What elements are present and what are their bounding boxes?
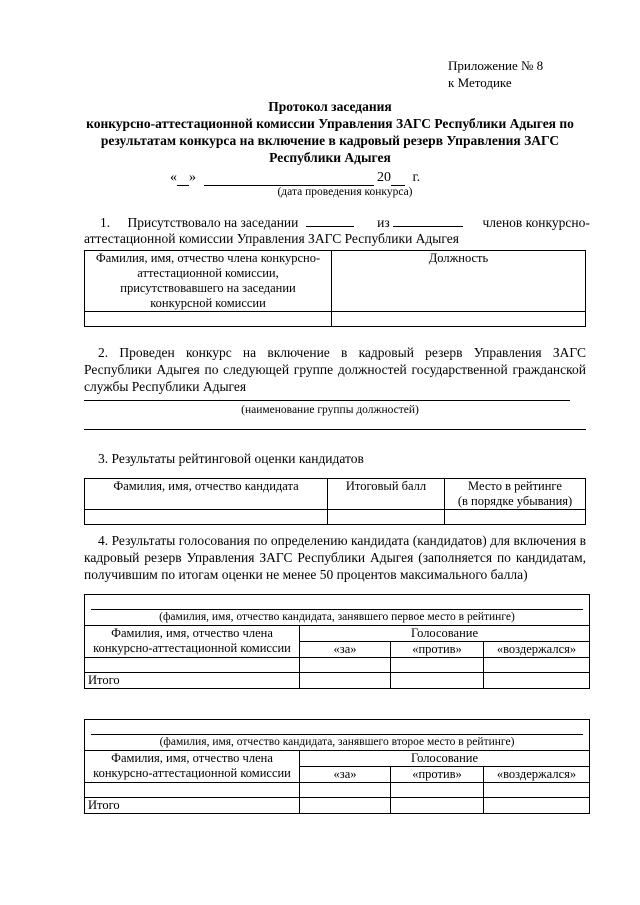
appendix-number: Приложение № 8 (448, 58, 544, 73)
voting-header: Голосование (300, 751, 590, 767)
position-header: Должность (332, 251, 586, 312)
total-label: Итого (85, 673, 300, 689)
table-cell[interactable] (85, 312, 332, 327)
table-cell[interactable] (328, 510, 445, 525)
voting-table-2 (84, 719, 590, 814)
section2-text: 2. Проведен конкурс на включение в кадровый резерв Управления ЗАГС Республики Адыгея по следующей группе должностей государственной гражданской службы Республики Адыгея (84, 345, 586, 394)
table-cell[interactable] (391, 798, 484, 814)
table-cell[interactable] (300, 673, 391, 689)
final-score-header: Итоговый балл (328, 479, 445, 510)
member-name-header: Фамилия, имя, отчество члена конкурсно- аттестационной комиссии, присутствовавшего на заседании конкурсной комиссии (85, 251, 332, 312)
voting-header: Голосование (300, 626, 590, 642)
candidate-name-header: Фамилия, имя, отчество кандидата (85, 479, 328, 510)
date-field: « » 20 г. (170, 170, 421, 185)
total-count-blank (393, 214, 463, 227)
table-cell[interactable] (484, 798, 590, 814)
member-header: Фамилия, имя, отчество члена конкурсно-аттестационной комиссии (85, 626, 300, 658)
title-line-2: конкурсно-аттестационной комиссии Управления ЗАГС Республики Адыгея по (86, 116, 574, 131)
table-cell[interactable] (300, 798, 391, 814)
candidate-2-row (85, 720, 590, 751)
position-group-line-2 (84, 429, 586, 430)
member-header: Фамилия, имя, отчество члена конкурсно-аттестационной комиссии (85, 751, 300, 783)
vote-for-header: «за» (300, 642, 391, 658)
section4-text: 4. Результаты голосования по определению кандидата (кандидатов) для включения в кадровый резерв Управления ЗАГС Республики Адыгея (заполняется по кандидатам, получившим по итогам оценки не менее 50 процентов максимального балла) (84, 533, 586, 582)
position-group-line (84, 400, 570, 401)
year-blank (391, 171, 405, 186)
table-cell[interactable] (391, 673, 484, 689)
table-cell[interactable] (300, 658, 391, 673)
table-cell[interactable] (391, 658, 484, 673)
document-title (70, 98, 590, 166)
date-caption: (дата проведения конкурса) (277, 186, 413, 198)
table-cell[interactable] (85, 510, 328, 525)
candidate-1-line (91, 609, 583, 610)
day-blank (177, 171, 189, 186)
title-line-1: Протокол заседания (268, 99, 392, 114)
table-cell[interactable] (445, 510, 586, 525)
table-cell[interactable] (391, 783, 484, 798)
table-cell[interactable] (332, 312, 586, 327)
table-cell[interactable] (85, 658, 300, 673)
candidate-1-caption: (фамилия, имя, отчество кандидата, занявшего первое место в рейтинге) (159, 611, 515, 623)
rating-table (84, 478, 586, 525)
vote-abstain-header: «воздержался» (484, 642, 590, 658)
position-group-caption: (наименование группы должностей) (241, 404, 419, 416)
section3-text: 3. Результаты рейтинговой оценки кандидатов (98, 451, 364, 466)
month-blank (204, 171, 374, 186)
title-line-4: Республики Адыгея (269, 150, 391, 165)
candidate-1-row (85, 595, 590, 626)
table-cell[interactable] (484, 673, 590, 689)
title-line-3: результатам конкурса на включение в кадровый резерв Управления ЗАГС (100, 133, 560, 148)
table-cell[interactable] (85, 783, 300, 798)
section1-line1: 1. Присутствовало на заседании из членов конкурсно- (100, 215, 590, 230)
vote-for-header: «за» (300, 767, 391, 783)
vote-against-header: «против» (391, 767, 484, 783)
appendix-reference: к Методике (448, 75, 512, 90)
attendance-table (84, 250, 586, 327)
table-cell[interactable] (484, 658, 590, 673)
present-count-blank (306, 214, 354, 227)
vote-abstain-header: «воздержался» (484, 767, 590, 783)
section1-line2: аттестационной комиссии Управления ЗАГС Республики Адыгея (84, 231, 459, 246)
candidate-2-line (91, 734, 583, 735)
candidate-2-caption: (фамилия, имя, отчество кандидата, занявшего второе место в рейтинге) (159, 736, 515, 748)
table-cell[interactable] (484, 783, 590, 798)
voting-table-1 (84, 594, 590, 689)
appendix-note (448, 57, 543, 91)
vote-against-header: «против» (391, 642, 484, 658)
table-cell[interactable] (300, 783, 391, 798)
total-label: Итого (85, 798, 300, 814)
rank-header: Место в рейтинге (в порядке убывания) (445, 479, 586, 510)
